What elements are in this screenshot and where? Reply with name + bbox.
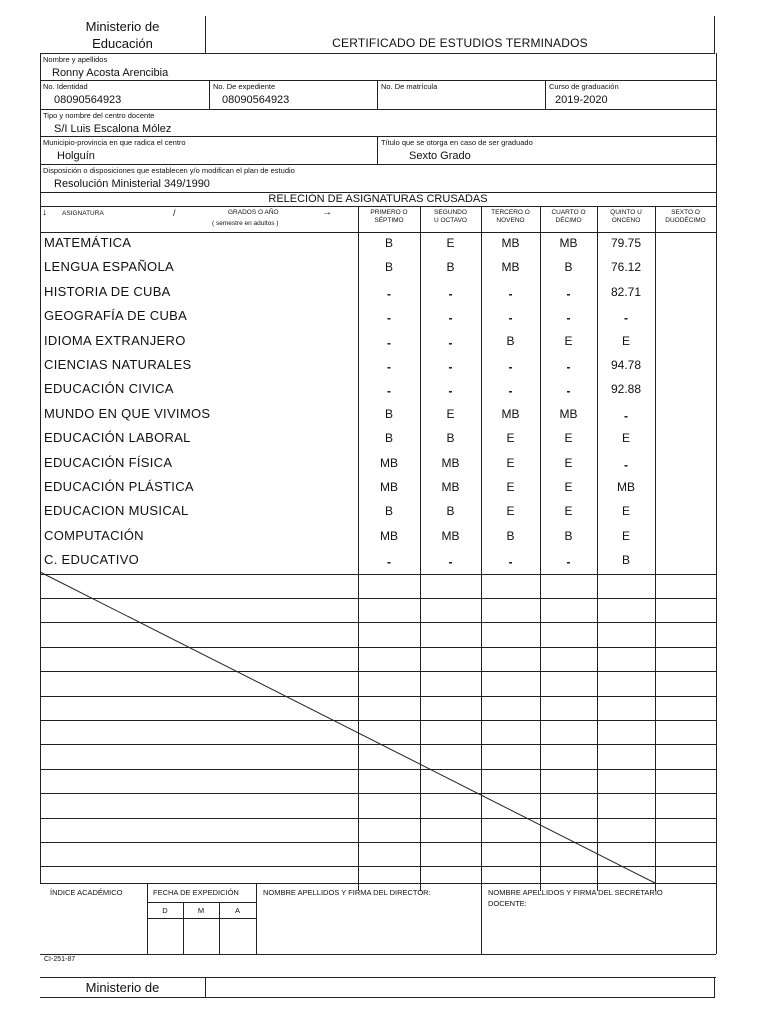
subject-name: HISTORIA DE CUBA [44,283,171,299]
grade-cell: B [506,528,515,543]
grade-cell: - [387,360,391,374]
municipality-label: Municipio-provincia en que radica el centro [43,138,186,147]
form-code: CI-251-87 [44,956,76,963]
grade-cell: B [564,528,573,543]
grade-cell: MB [501,236,520,250]
grade-cell: E [564,333,573,348]
degree-label: Título que se otorga en caso de ser graduado [381,138,533,147]
grade-cell: E [506,480,515,494]
subject-name: EDUCACION MUSICAL [44,503,189,519]
grade-cell: - [387,335,391,350]
grade-column-header-line1: SEGUNDO [434,209,467,216]
ministry-line2: Educación [92,36,153,51]
grades-header-label: GRADOS O AÑO [228,209,279,216]
school-value: S/I Luis Escalona Mólez [54,123,172,135]
grade-cell: MB [380,455,398,470]
grade-cell: B [384,236,393,250]
enrollment-label: No. De matrícula [381,82,438,91]
grade-cell: MB [559,236,578,250]
subject-header-label: ASIGNATURA [62,210,104,217]
subject-name: EDUCACIÓN CIVICA [44,381,174,397]
secretary-signature-label [488,888,663,908]
grade-cell: 82.71 [610,284,642,299]
grade-cell: MB [380,528,398,543]
grade-cell: - [448,335,453,350]
grade-column-header-line2: U OCTAVO [434,217,467,224]
grade-cell: - [448,384,453,399]
grade-cell: - [508,555,513,570]
grade-cell: 94.78 [610,358,642,372]
footer-right-edge [716,883,717,954]
municipality-value: Holguín [57,150,95,162]
id-label: No. Identidad [43,82,88,91]
grade-cell: B [446,504,455,519]
footer-divider-3 [481,883,482,954]
date-header-line [147,918,256,919]
grade-cell: - [566,311,571,326]
subject-name: LENGUA ESPAÑOLA [44,259,174,275]
grade-cell: B [384,406,393,421]
file-label: No. De expediente [213,82,276,91]
grade-column-header-line1: QUINTO U [610,209,642,216]
grade-cell: - [508,311,513,326]
degree-value: Sexto Grado [409,150,471,162]
grade-cell: MB [501,406,520,421]
grade-cell: - [624,311,628,326]
graduation-value: 2019-2020 [555,94,608,106]
grade-cell: B [446,431,455,446]
secretary-label-line1: NOMBRE APELLIDOS Y FIRMA DEL SECRETARIO [488,888,663,897]
grade-cell: E [564,455,573,470]
grade-cell: MB [559,406,578,421]
footer-bottom-line [40,954,716,955]
grade-cell: MB [441,528,460,543]
academic-index-label: ÍNDICE ACADÉMICO [50,888,123,897]
name-label: Nombre y apellidos [43,55,108,64]
grade-cell: B [384,504,393,519]
grade-column-header-line1: PRIMERO O [370,209,408,216]
grade-column-header-line2: DUODÉCIMO [665,217,706,224]
grade-cell: B [621,553,630,568]
grade-cell: - [448,286,453,301]
next-page-bottom-line [40,997,715,998]
footer-top-line [40,883,716,884]
id-value: 08090564923 [54,94,122,106]
grade-cell: 92.88 [610,382,642,397]
next-page-top-line [40,977,716,978]
ministry-line1: Ministerio de [85,19,160,34]
issue-date-label: FECHA DE EXPEDICIÓN [153,888,239,897]
grade-column-header-line2: SÉPTIMO [374,217,404,224]
grade-cell: - [566,555,571,570]
footer-divider-2 [256,883,257,954]
grade-cell: E [506,431,515,446]
subject-name: EDUCACIÓN PLÁSTICA [44,479,194,494]
subject-name: EDUCACIÓN LABORAL [44,430,191,446]
grade-cell: 79.75 [610,236,642,250]
subjects-table-title: RELECIÓN DE ASIGNATURAS CRUSADAS [268,193,488,205]
arrow-right-icon: → [322,207,332,218]
certificate-title: CERTIFICADO DE ESTUDIOS TERMINADOS [332,36,588,50]
grade-cell: E [446,406,455,421]
subject-name: C. EDUCATIVO [44,552,140,568]
grade-cell: E [564,480,573,494]
grade-column-header-line2: DÉCIMO [555,217,582,224]
date-day-label: D [162,906,168,915]
director-signature-label: NOMBRE APELLIDOS Y FIRMA DEL DIRECTOR: [263,888,431,897]
grade-cell: - [387,286,391,301]
grade-cell: B [446,260,455,275]
provisions-label: Disposición o disposiciones que establecen y/o modifican el plan de estudio [43,166,295,175]
grade-cell: B [506,333,515,348]
grade-cell: E [621,431,630,446]
grade-cell: MB [380,480,398,494]
next-page-right-edge [714,977,715,998]
grade-cell: MB [441,480,460,494]
grade-column-header-line2: NOVENO [496,217,525,224]
next-ministry-name: Ministerio de [85,980,160,995]
grade-cell: - [566,360,571,374]
grade-cell: MB [617,480,635,494]
next-page-divider [205,977,206,998]
grade-cell: E [506,504,515,519]
subject-name: EDUCACIÓN FÍSICA [44,454,173,470]
grade-cell: - [508,360,513,374]
grade-cell: - [624,408,628,423]
grade-cell: - [387,311,391,326]
date-month-label: M [197,906,205,915]
grade-cell: E [621,504,630,519]
grade-cell: MB [441,455,460,470]
grade-cell: - [566,286,571,301]
grade-cell: E [564,504,573,519]
grade-cell: - [624,457,628,472]
grade-cell: E [621,528,630,543]
grade-cell: 76.12 [610,260,642,275]
school-label: Tipo y nombre del centro docente [43,111,155,120]
grade-column-header-line1: CUARTO O [551,209,586,216]
grade-column-header-line1: TERCERO O [491,209,530,216]
grade-cell: E [446,236,455,250]
subject-name: IDIOMA EXTRANJERO [44,332,186,348]
header-slash: / [173,208,176,218]
subject-name: MATEMÁTICA [44,235,132,250]
name-value: Ronny Acosta Arencibia [52,67,169,79]
grade-cell: - [387,384,391,399]
provisions-value: Resolución Ministerial 349/1990 [54,178,210,190]
grade-cell: B [564,260,573,275]
grade-cell: - [508,286,513,301]
grades-header-sublabel: ( semestre en adultos ) [212,220,279,227]
subject-name: CIENCIAS NATURALES [44,357,192,372]
grade-cell: - [448,311,453,326]
arrow-down-icon: ↓ [42,207,47,218]
grade-cell: B [384,260,393,275]
grade-cell: E [621,333,630,348]
grade-cell: - [448,555,453,570]
file-value: 08090564923 [222,94,290,106]
date-year-label: A [234,906,240,915]
subject-name: GEOGRAFÍA DE CUBA [44,308,188,324]
subject-name: COMPUTACIÓN [44,527,144,543]
grade-column-header-line1: SEXTO O [671,209,700,216]
secretary-label-line2: DOCENTE: [488,899,527,908]
subject-name: MUNDO EN QUE VIVIMOS [44,405,211,421]
grade-cell: B [384,431,393,446]
grade-cell: - [448,360,453,374]
grade-cell: - [566,384,571,399]
grade-cell: E [564,431,573,446]
grade-cell: E [506,455,515,470]
grade-cell: - [508,384,513,399]
grade-cell: - [387,555,391,570]
date-label-line [147,902,256,903]
grade-cell: MB [501,260,520,275]
grade-column-header-line2: ONCENO [611,217,641,224]
graduation-label: Curso de graduación [549,82,619,91]
